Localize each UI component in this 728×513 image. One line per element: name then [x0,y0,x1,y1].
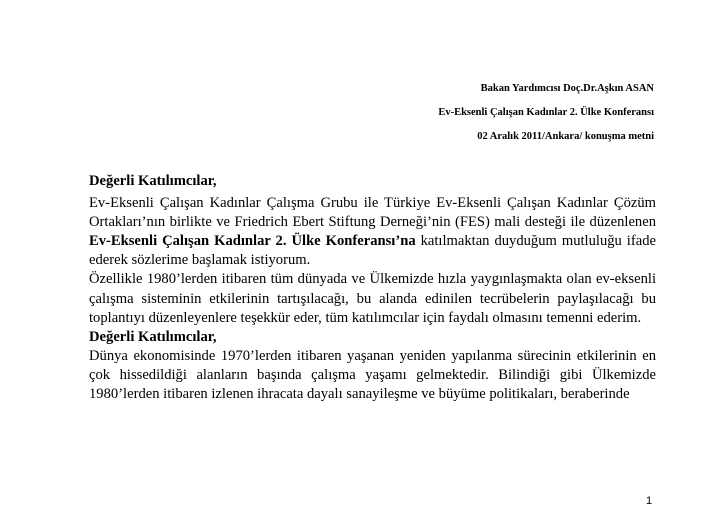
paragraph-1-text-b: katılmaktan duyduğum mutluluğu ifade ederek sözlerime başlamak istiyorum. [89,233,656,269]
paragraph-1 [89,194,656,270]
header-event: Ev-Eksenli Çalışan Kadınlar 2. Ülke Konferansı [438,107,654,118]
paragraph-2: Özellikle 1980’lerden itibaren tüm dünyada ve Ülkemizde hızla yaygınlaşmakta olan ev-eksenli çalışma sisteminin etkilerinin tartışılacağı, bu alanda edinilen tecrübelerin paylaşılacağı bu toplantıyı düzenleyenlere teşekkür eder, tüm katılımcılar için faydalı olmasını temenni ederim. [89,271,656,326]
paragraph-1-text-a: Ev-Eksenli Çalışan Kadınlar Çalışma Grubu ile Türkiye Ev-Eksenli Çalışan Kadınlar Çözüm Ortakları’nın birlikte ve Friedrich Ebert Stiftung Derneği’nin (FES) mali desteği ile düzenlenen [89,195,656,231]
salutation-2: Değerli Katılımcılar, [89,328,217,345]
paragraph-3: Dünya ekonomisinde 1970’lerden itibaren yaşanan yeniden yapılanma sürecinin etkilerinin en çok hissedildiği alanların başında çalışma yaşamı gelmektedir. Bilindiği gibi Ülkemizde 1980’lerden itibaren izlenen ihracata dayalı sanayileşme ve büyüme politikaları, beraberinde [89,347,656,403]
conference-name: Ev-Eksenli Çalışan Kadınlar 2. Ülke Konferansı’na [89,233,416,250]
salutation-1: Değerli Katılımcılar, [89,173,217,189]
speech-body [89,172,656,404]
header-date-place: 02 Aralık 2011/Ankara/ konuşma metni [477,131,654,142]
speech-header [438,77,654,149]
page-number: 1 [646,495,653,507]
header-speaker: Bakan Yardımcısı Doç.Dr.Aşkın ASAN [480,83,654,94]
